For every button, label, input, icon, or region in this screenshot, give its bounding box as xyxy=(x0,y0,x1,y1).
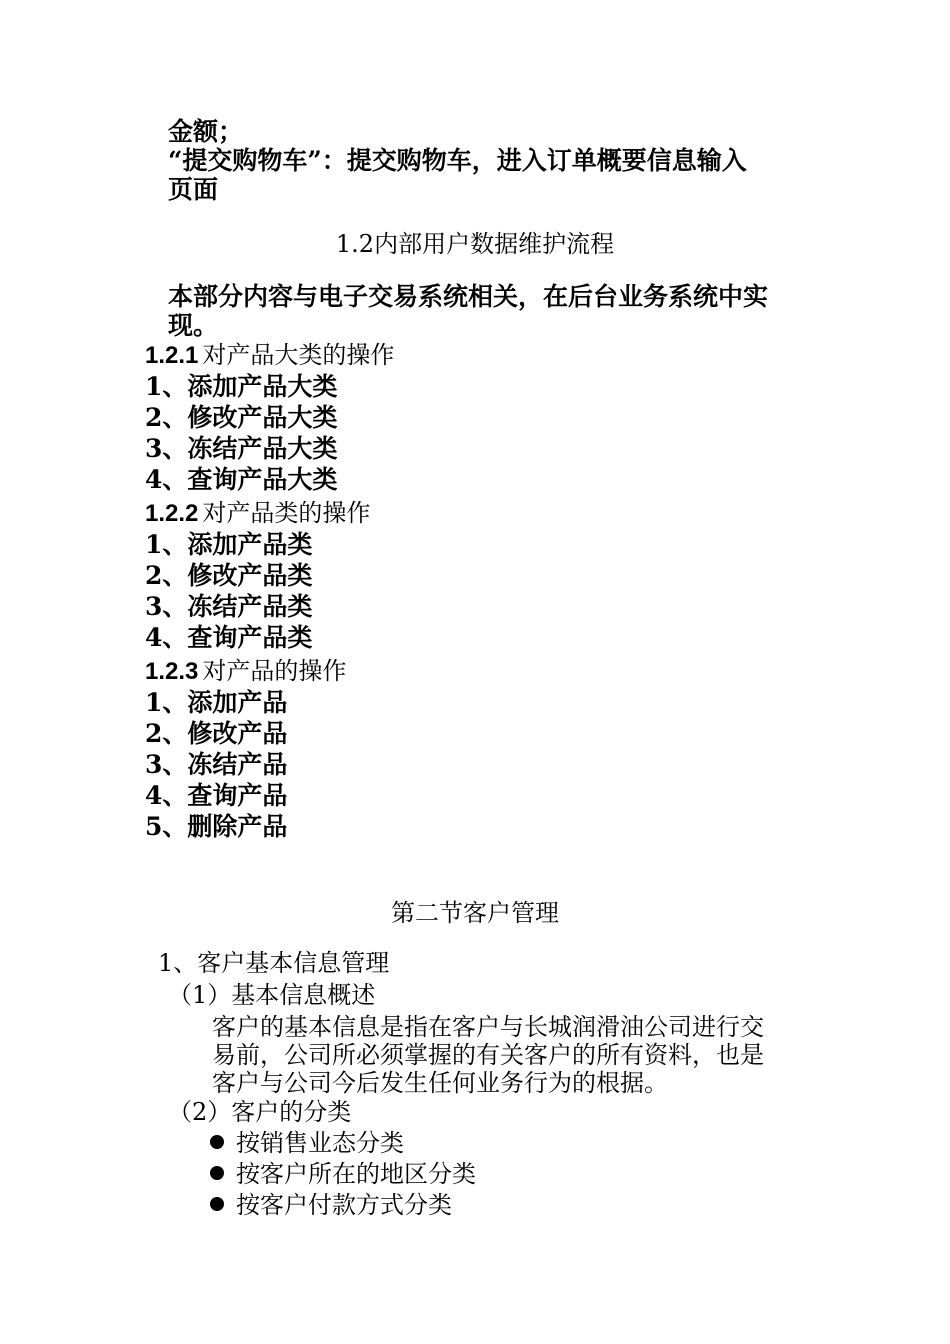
section-2-sub-1-line-1: 客户的基本信息是指在客户与长城润滑油公司进行交 xyxy=(212,1013,764,1041)
list-item: 1、添加产品大类 xyxy=(145,372,338,401)
subsection-number: 1.2.3 xyxy=(145,658,199,685)
subsection-title: 对产品类的操作 xyxy=(202,499,371,527)
list-item: 3、冻结产品 xyxy=(145,750,288,779)
subsection-number: 1.2.2 xyxy=(145,500,199,527)
list-item: 1、添加产品 xyxy=(145,688,288,717)
section-2-sub-1-title: （1）基本信息概述 xyxy=(168,981,376,1009)
subsection-title: 对产品的操作 xyxy=(202,657,347,685)
section-1-2-title: 1.2内部用户数据维护流程 xyxy=(335,230,615,258)
bullet-icon xyxy=(210,1197,224,1211)
section-2-sub-1-line-3: 客户与公司今后发生任何业务行为的根据。 xyxy=(212,1069,668,1097)
section-2-sub-2-title: （2）客户的分类 xyxy=(168,1098,352,1126)
list-item: 2、修改产品大类 xyxy=(145,403,338,432)
intro-line-1: 金额； xyxy=(168,117,244,146)
list-item: 3、冻结产品类 xyxy=(145,592,313,621)
subsection-1-2-1-heading xyxy=(145,340,394,371)
list-item: 4、查询产品类 xyxy=(145,623,313,652)
bullet-icon xyxy=(210,1135,224,1149)
section-1-2-para-line-1: 本部分内容与电子交易系统相关，在后台业务系统中实 xyxy=(168,282,769,311)
intro-line-3: 页面 xyxy=(168,175,219,204)
section-2-title: 第二节客户管理 xyxy=(391,899,559,927)
list-item: 按客户所在的地区分类 xyxy=(236,1160,476,1188)
list-item: 2、修改产品类 xyxy=(145,561,313,590)
list-item: 按客户付款方式分类 xyxy=(236,1191,452,1219)
subsection-1-2-3-heading xyxy=(145,656,346,687)
list-item: 4、查询产品大类 xyxy=(145,465,338,494)
list-item: 4、查询产品 xyxy=(145,781,288,810)
bullet-icon xyxy=(210,1166,224,1180)
intro-line-2: “提交购物车”：提交购物车，进入订单概要信息输入 xyxy=(168,146,747,175)
list-item: 1、添加产品类 xyxy=(145,530,313,559)
section-2-heading-1: 1、客户基本信息管理 xyxy=(158,949,390,977)
subsection-number: 1.2.1 xyxy=(145,342,199,369)
list-item: 2、修改产品 xyxy=(145,719,288,748)
list-item: 5、删除产品 xyxy=(145,812,288,841)
list-item: 按销售业态分类 xyxy=(236,1129,404,1157)
section-2-sub-1-line-2: 易前，公司所必须掌握的有关客户的所有资料，也是 xyxy=(212,1041,764,1069)
list-item: 3、冻结产品大类 xyxy=(145,434,338,463)
subsection-title: 对产品大类的操作 xyxy=(202,341,395,369)
subsection-1-2-2-heading xyxy=(145,498,370,529)
section-1-2-para-line-2: 现。 xyxy=(168,311,219,340)
